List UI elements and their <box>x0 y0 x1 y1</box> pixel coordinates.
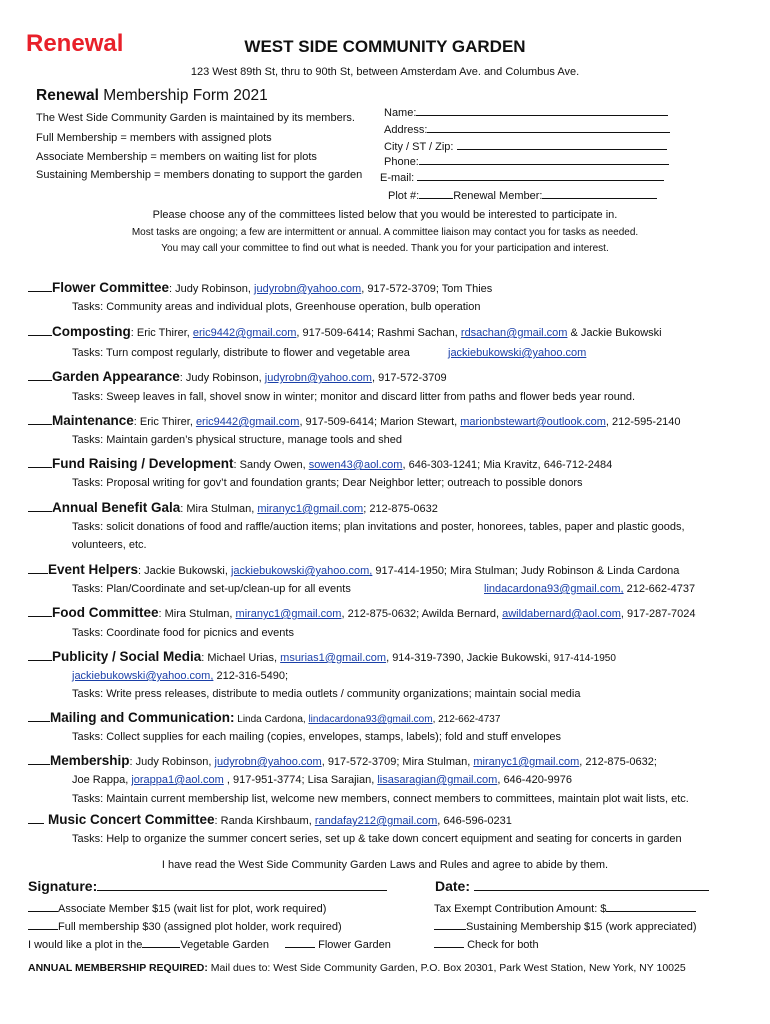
flower-checkbox[interactable] <box>28 280 52 292</box>
committee-tasks: Tasks: solicit donations of food and raffle/auction items; plan invitations and poster, honorees, tables, paper and plastic goods, <box>72 521 685 533</box>
committee-garden-appearance: Garden Appearance: Judy Robinson, judyrobn@yahoo.com, 917-572-3709 <box>28 369 447 384</box>
renewal-member-label: Renewal Member: <box>453 190 543 202</box>
committee-name: Music Concert Committee <box>48 812 215 827</box>
committee-events: Event Helpers: Jackie Bukowski, jackiebukowski@yahoo.com, 917-414-1950; Mira Stulman; Judy Robinson & Linda Cardona <box>28 562 679 577</box>
committee-tasks: Tasks: Proposal writing for gov’t and foundation grants; Dear Neighbor letter; outreach to possible donors <box>72 477 583 489</box>
membership-checkbox[interactable] <box>28 753 50 765</box>
email-link[interactable]: eric9442@gmail.com <box>195 416 300 428</box>
info-line: The West Side Community Garden is maintained by its members. <box>36 112 355 124</box>
committee-tasks: Tasks: Collect supplies for each mailing (copies, envelopes, stamps, labels); fold and stuff envelopes <box>72 731 561 743</box>
email-link[interactable]: lindacardona93@gmail.com, <box>484 583 624 595</box>
renewal-logo: Renewal <box>26 30 124 57</box>
garden-address: 123 West 89th St, thru to 90th St, between Amsterdam Ave. and Columbus Ave. <box>190 66 580 78</box>
email-link[interactable]: judyrobn@yahoo.com <box>264 372 372 384</box>
info-line: Sustaining Membership = members donating to support the garden <box>36 169 363 181</box>
committee-publicity: Publicity / Social Media: Michael Urias, msurias1@gmail.com, 914-319-7390, Jackie Bukowski, 917-414-1950 <box>28 649 616 664</box>
committee-gala: Annual Benefit Gala: Mira Stulman, miranyc1@gmail.com; 212-875-0632 <box>28 500 438 515</box>
mailing-checkbox[interactable] <box>28 710 50 722</box>
tax-contribution[interactable]: Tax Exempt Contribution Amount: $ <box>434 900 696 915</box>
committee-fundraising: Fund Raising / Development: Sandy Owen, sowen43@aol.com, 646-303-1241; Mia Kravitz, 646-712-2484 <box>28 456 612 471</box>
date-label: Date <box>435 878 466 894</box>
phone-label: Phone: <box>384 156 419 168</box>
date-field[interactable]: Date: <box>435 878 709 894</box>
intro-line: Please choose any of the committees listed below that you would be interested to participate in. <box>152 209 618 221</box>
address-label: Address: <box>384 124 428 136</box>
email-link[interactable]: miranyc1@gmail.com <box>235 608 342 620</box>
plot-field[interactable] <box>388 187 657 202</box>
address-field[interactable] <box>384 121 670 136</box>
full-option[interactable]: Full membership $30 (assigned plot holder, work required) <box>28 918 342 933</box>
committee-tasks: Tasks: Sweep leaves in fall, shovel snow in winter; monitor and discard litter from paths and flower beds year round. <box>72 391 636 403</box>
committee-food: Food Committee: Mira Stulman, miranyc1@gmail.com, 212-875-0632; Awilda Bernard, awildabernard@aol.com, 917-287-7024 <box>28 605 696 620</box>
intro-line: You may call your committee to find out what is needed. Thank you for your participation and interest. <box>161 243 609 254</box>
info-line: Associate Membership = members on waiting list for plots <box>36 151 317 163</box>
committee-name: Annual Benefit Gala <box>52 500 181 515</box>
committee-composting: Composting: Eric Thirer, eric9442@gmail.com, 917-509-6414; Rashmi Sachan, rdsachan@gmail.com & Jackie Bukowski <box>28 324 662 339</box>
committee-name: Composting <box>52 324 131 339</box>
gala-checkbox[interactable] <box>28 500 52 512</box>
email-link[interactable]: eric9442@gmail.com <box>192 327 297 339</box>
events-checkbox[interactable] <box>28 562 48 574</box>
check-both-option[interactable]: Check for both <box>434 936 539 951</box>
committee-name: Mailing and Communication: <box>50 710 235 725</box>
email-link[interactable]: rdsachan@gmail.com <box>460 327 568 339</box>
committee-concert: Music Concert Committee: Randa Kirshbaum, randafay212@gmail.com, 646-596-0231 <box>28 812 512 827</box>
email-link[interactable]: jackiebukowski@yahoo.com <box>448 347 587 359</box>
committee-tasks: volunteers, etc. <box>72 539 147 551</box>
annual-membership-note: ANNUAL MEMBERSHIP REQUIRED: Mail dues to: West Side Community Garden, P.O. Box 20301, Park West Station, New York, NY 10025 <box>28 962 686 974</box>
publicity-checkbox[interactable] <box>28 649 52 661</box>
committee-mailing: Mailing and Communication: Linda Cardona, lindacardona93@gmail.com, 212-662-4737 <box>28 710 500 725</box>
committee-membership: Membership: Judy Robinson, judyrobn@yahoo.com, 917-572-3709; Mira Stulman, miranyc1@gmail.com, 212-875-0632; <box>28 753 657 768</box>
email-link[interactable]: judyrobn@yahoo.com <box>214 756 322 768</box>
intro-line: Most tasks are ongoing; a few are intermittent or annual. A committee liaison may contact you for tasks as needed. <box>131 227 639 238</box>
committee-tasks: Tasks: Help to organize the summer concert series, set up & take down concert equipment and seating for concerts in garden <box>72 833 682 845</box>
agreement-text: I have read the West Side Community Garden Laws and Rules and agree to abide by them. <box>161 859 609 871</box>
garden-appearance-checkbox[interactable] <box>28 369 52 381</box>
email-link[interactable]: awildabernard@aol.com <box>502 608 621 620</box>
committee-name: Fund Raising / Development <box>52 456 234 471</box>
plot-label: Plot #: <box>388 190 420 202</box>
plot-preference[interactable]: I would like a plot in the Vegetable Garden Flower Garden <box>28 936 391 951</box>
committee-name: Flower Committee <box>52 280 170 295</box>
committee-name: Event Helpers <box>48 562 139 577</box>
fundraising-checkbox[interactable] <box>28 456 52 468</box>
composting-checkbox[interactable] <box>28 324 52 336</box>
associate-option[interactable]: Associate Member $15 (wait list for plot, work required) <box>28 900 326 915</box>
email-link[interactable]: jorappa1@aol.com <box>131 774 224 786</box>
form-title-bold: Renewal <box>36 87 99 104</box>
email-link[interactable]: lisasaragian@gmail.com <box>377 774 498 786</box>
info-line: Full Membership = members with assigned plots <box>36 132 272 144</box>
committee-tasks: Tasks: Community areas and individual plots, Greenhouse operation, bulb operation <box>72 301 481 313</box>
signature-label: Signature: <box>28 878 98 894</box>
committee-flower: Flower Committee: Judy Robinson, judyrobn@yahoo.com, 917-572-3709; Tom Thies <box>28 280 492 295</box>
committee-name: Garden Appearance <box>52 369 180 384</box>
email-link[interactable]: lindacardona93@gmail.com <box>308 714 433 725</box>
committee-tasks: Tasks: Maintain current membership list, welcome new members, connect members to committees, maintain plot wait lists, etc. <box>72 793 689 805</box>
page-title: WEST SIDE COMMUNITY GARDEN <box>244 37 526 56</box>
phone-field[interactable] <box>384 153 669 168</box>
email-link[interactable]: jackiebukowski@yahoo.com, <box>72 670 214 682</box>
email-link[interactable]: sowen43@aol.com <box>308 459 403 471</box>
email-link[interactable]: judyrobn@yahoo.com <box>254 283 362 295</box>
email-field[interactable] <box>380 169 664 184</box>
concert-checkbox[interactable] <box>28 812 44 824</box>
signature-field[interactable] <box>28 878 387 894</box>
committee-name: Membership <box>50 753 130 768</box>
committee-tasks: Tasks: Turn compost regularly, distribute to flower and vegetable area <box>72 347 410 359</box>
email-link[interactable]: jackiebukowski@yahoo.com, <box>230 565 373 577</box>
committee-name: Publicity / Social Media <box>52 649 202 664</box>
sustaining-option[interactable]: Sustaining Membership $15 (work appreciated) <box>434 918 697 933</box>
committee-name: Maintenance <box>52 413 134 428</box>
committee-tasks: Tasks: Plan/Coordinate and set-up/clean-up for all events <box>72 583 351 595</box>
committee-tasks: Tasks: Write press releases, distribute to media outlets / community organizations; maintain social media <box>72 688 581 700</box>
email-link[interactable]: miranyc1@gmail.com <box>473 756 580 768</box>
maintenance-checkbox[interactable] <box>28 413 52 425</box>
name-label: Name: <box>384 107 417 119</box>
committee-name: Food Committee <box>52 605 159 620</box>
email-link[interactable]: miranyc1@gmail.com <box>257 503 364 515</box>
form-title <box>36 87 268 105</box>
email-link[interactable]: marionbstewart@outlook.com <box>460 416 606 428</box>
form-title-rest: Membership Form 2021 <box>98 87 268 104</box>
food-checkbox[interactable] <box>28 605 52 617</box>
city-field[interactable] <box>384 138 667 153</box>
committee-maintenance: Maintenance: Eric Thirer, eric9442@gmail.com, 917-509-6414; Marion Stewart, marionbstewart@outlook.com, 212-595-2140 <box>28 413 681 428</box>
committee-tasks: Tasks: Coordinate food for picnics and events <box>72 627 294 639</box>
city-label: City / ST / Zip: <box>384 141 454 153</box>
email-label: E-mail: <box>380 172 415 184</box>
email-link[interactable]: msurias1@gmail.com <box>280 652 387 664</box>
email-link[interactable]: randafay212@gmail.com <box>314 815 438 827</box>
committee-tasks: Tasks: Maintain garden’s physical structure, manage tools and shed <box>72 434 402 446</box>
name-field[interactable] <box>384 104 668 119</box>
